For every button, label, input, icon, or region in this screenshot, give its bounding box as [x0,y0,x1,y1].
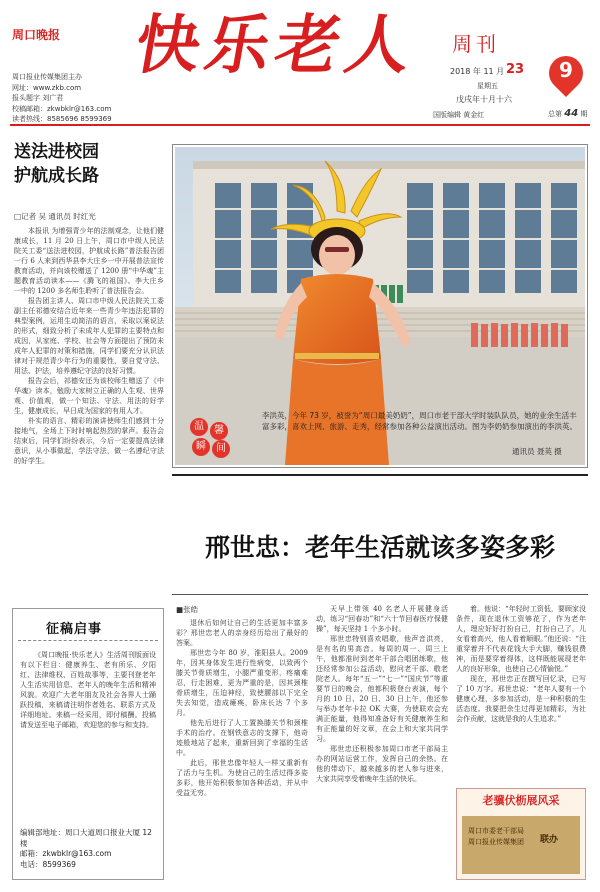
stamp-char: 间 [212,440,230,458]
contact-address: 编辑部地址：周口大道周口报业大厦 12 楼 [20,828,152,848]
photo-caption: 李洪英，今年 73 岁，被誉为“周口最美奶奶”，周口市老干部大学时装队队员，她的业余生活丰富多彩，喜欢上网、旅游、走秀，经常参加各种公益演出活动。图为李奶奶参加演出的李洪英。 [262,411,577,431]
call-divider [18,640,158,641]
newspaper-brand: 周口晚报 [12,28,61,42]
main-column-1 [176,618,308,880]
main-paragraph: 邢世忠还积极参加周口市老干部局主办的网站运营工作，发挥自己的余热。在他的带动下，越来越多的老人参与进来，大家共同享受着晚年生活的快乐。 [316,745,448,783]
lunar-date: 戊戌年十月十六 [456,95,512,104]
left-article-byline: □记者 吴 通讯员 时红光 [14,212,96,221]
promo-heading: 老骥伏枥展风采 [482,794,560,807]
photo-credit: 通讯员 聂英 摄 [512,447,562,456]
issue-date-day: 23 [506,62,525,77]
headline-bottom-rule [172,594,588,595]
left-paragraph: 报告会后，祁德安还为该校师生赠送了《中华魂》读本，勉励大家树立正确的人生观、世界观、价值观，做一个知法、守法、用法的好学生，健康成长，早日成为国家的有用人才。 [14,377,164,415]
masthead-divider [10,124,590,126]
main-column-2 [316,604,448,882]
main-paragraph: 此后，邢世忠像年轻人一样又重新有了活力与生机。为使自己的生活过得多姿多彩，他开始积极参加各种活动，并从中受益无穷。 [176,759,308,797]
issue-total-suffix: 期 [580,110,588,118]
main-headline: 邢世忠：老年生活就该多姿多彩 [204,533,555,562]
main-paragraph: 天早上带领 40 名老人开展健身活动，练习“回春功”和“六十节回春医疗保健操”，每天坚持 1 个多小时。 [316,605,448,633]
main-paragraph: 邢世忠今年 80 岁，淮阳县人。2009 年，因其身体发生进行性病变，以致两个膝关节骨质增生，小腿严重变形，疼痛难忍，行走困难，更为严重的是，因其颈椎骨质增生，压迫神经，致使腰部以下完全失去知觉，造成瘫痪，卧床长达 7 个多月。 [176,649,308,717]
page-number: 9 [559,58,573,82]
main-paragraph: 现在，邢世忠正在撰写回忆录，已写了 10 万字。邢世忠说：“老年人要有一个健康心理，多参加活动，是一种积极的生活态度。我要把余生过得更加精彩，为社会作贡献，这就是我的人生追求。” [456,675,586,723]
issue-total [548,108,587,119]
editor-credit: 国版编辑 黄金红 [433,111,485,119]
contact-info [20,828,160,870]
main-byline: ■张皓 [176,605,199,614]
publication-info [12,72,142,125]
main-paragraph: 着。他说：“年轻时工资低，要顾家没条件，现在退休工资够花了，作为老年人，理应好好打扮自己，打扮自己了，儿女看着高兴，他人看着顺眼。”他还说：“注重穿着并不代表花钱大手大脚，赚钱很费神，而是要穿着得体，这样既能展现老年人的良好形象，也使自己心情愉悦。” [456,605,586,673]
stamp-char: 馨 [210,422,228,440]
promo-joint-label: 联办 [540,835,559,845]
issue-date-prefix: 2018 年 11 月 [450,67,505,76]
contact-email: 邮箱：zkwbklr@163.com [20,849,112,858]
issue-weekday: 星期五 [477,82,498,90]
warm-moment-stamp [190,418,234,458]
promo-sponsors [468,826,524,848]
left-headline-line-1: 送法进校园 [14,142,99,162]
stamp-char: 温 [190,418,208,436]
left-article-body [14,226,164,604]
issue-total-number: 44 [564,108,579,119]
left-paragraph: 报告团主讲人、周口市中级人民法院关工委副主任祁德安结合近年来一些青少年违法犯罪的典型案例，运用生动简洁的语言，采取以案说法的形式，细致分析了未成年人犯罪的主要特点和成因，从家庭、学校、社会等方面提出了预防未成年人犯罪的对策和措施，同学们要充分认识法律对于规范青少年行为的重要性，要自觉守法、用法、护法，培养遵纪守法的良好习惯。 [14,297,164,375]
main-paragraph: 邢世忠特别喜欢唱歌，他声音洪亮，是有名的男高音。每周的周一、周三上午，他都准时到老年干部合唱团练歌，他还经常参加公益活动，慰问老干部、敬老院老人。每年“五一”“七一”“国庆节”等重要节日的晚会，他都积极登台表演，每个月的 10 日、20 日、30 日上午，他还参与举办老年卡拉 OK 大赛，为使联欢会充满正能量，他得知准备好有关健康养生和有正能量的好文章，在会上和大家共同学习。 [316,635,448,743]
call-body: 《周口晚报·快乐老人》生活周刊版面设有以下栏目：健康养生、老有所乐、夕阳红、法律维权、百姓故事等，主要刊登老年人生活实用信息、老年人的晚年生活和精神风貌。欢迎广大老年朋友及社会各界人士踊跃投稿，来稿请注明作者姓名、联系方式及详细地址。来稿一经采用，即付稿酬。投稿请发送至电子邮箱，欢迎您的参与和支持。 [20,651,156,729]
left-paragraph: 本报讯 为增强青少年的法制观念，让他们健康成长，11 月 20 日上午，周口市中级人民法院关工委“送法进校园，护航成长路”普法报告团一行 6 人来到西华县李大庄乡一中开展普法宣传教育活动，并向该校赠送了 1200 册“中华魂”主题教育活动读本——《腾飞的祖国》。李大庄乡一中的 1200 多名师生聆听了普法报告会。 [14,227,164,295]
promo-sponsor-2: 周口报业传媒集团 [468,838,524,846]
submission-email: 校稿邮箱：zkwbklr@163.com [12,104,112,113]
calligraphy-credit: 报头题字 刘广君 [12,94,64,102]
left-paragraph: 朴实的语言、精彩的演讲使师生们感到十分接地气，全场上下时时响起热烈的掌声。报告会结束后，同学们纷纷表示，今后一定要提高法律意识，从小事做起，学法守法，做一名遵纪守法的好学生。 [14,417,164,465]
main-paragraph: 退休后如何让自己的生活更加丰富多彩？邢世忠老人的亲身经历给出了最好的答案。 [176,619,308,647]
stamp-char: 瞬 [192,438,210,456]
left-article-headline [14,140,164,188]
contact-phone: 电话：8599369 [20,859,76,869]
reader-hotline: 读者热线：8585696 8599369 [12,115,112,123]
website-line: 网址：www.zkb.com [12,83,82,92]
headline-top-rule [172,474,588,476]
publisher-line: 周口报业传媒集团主办 [12,73,82,81]
promo-sponsor-1: 周口市委老干部局 [468,827,524,835]
call-heading: 征稿启事 [46,622,103,637]
main-paragraph: 他先后进行了人工置换膝关节和颈椎手术的治疗。在钢铁意志的支撑下，他奇迹般地站了起来，重新回到了幸福的生活中。 [176,719,308,757]
page-title: 快乐老人 [129,8,423,83]
weekly-label: 周刊 [452,32,500,56]
main-column-3 [456,604,586,786]
left-headline-line-2: 护航成长路 [14,166,99,186]
issue-total-label: 总第 [548,110,562,118]
